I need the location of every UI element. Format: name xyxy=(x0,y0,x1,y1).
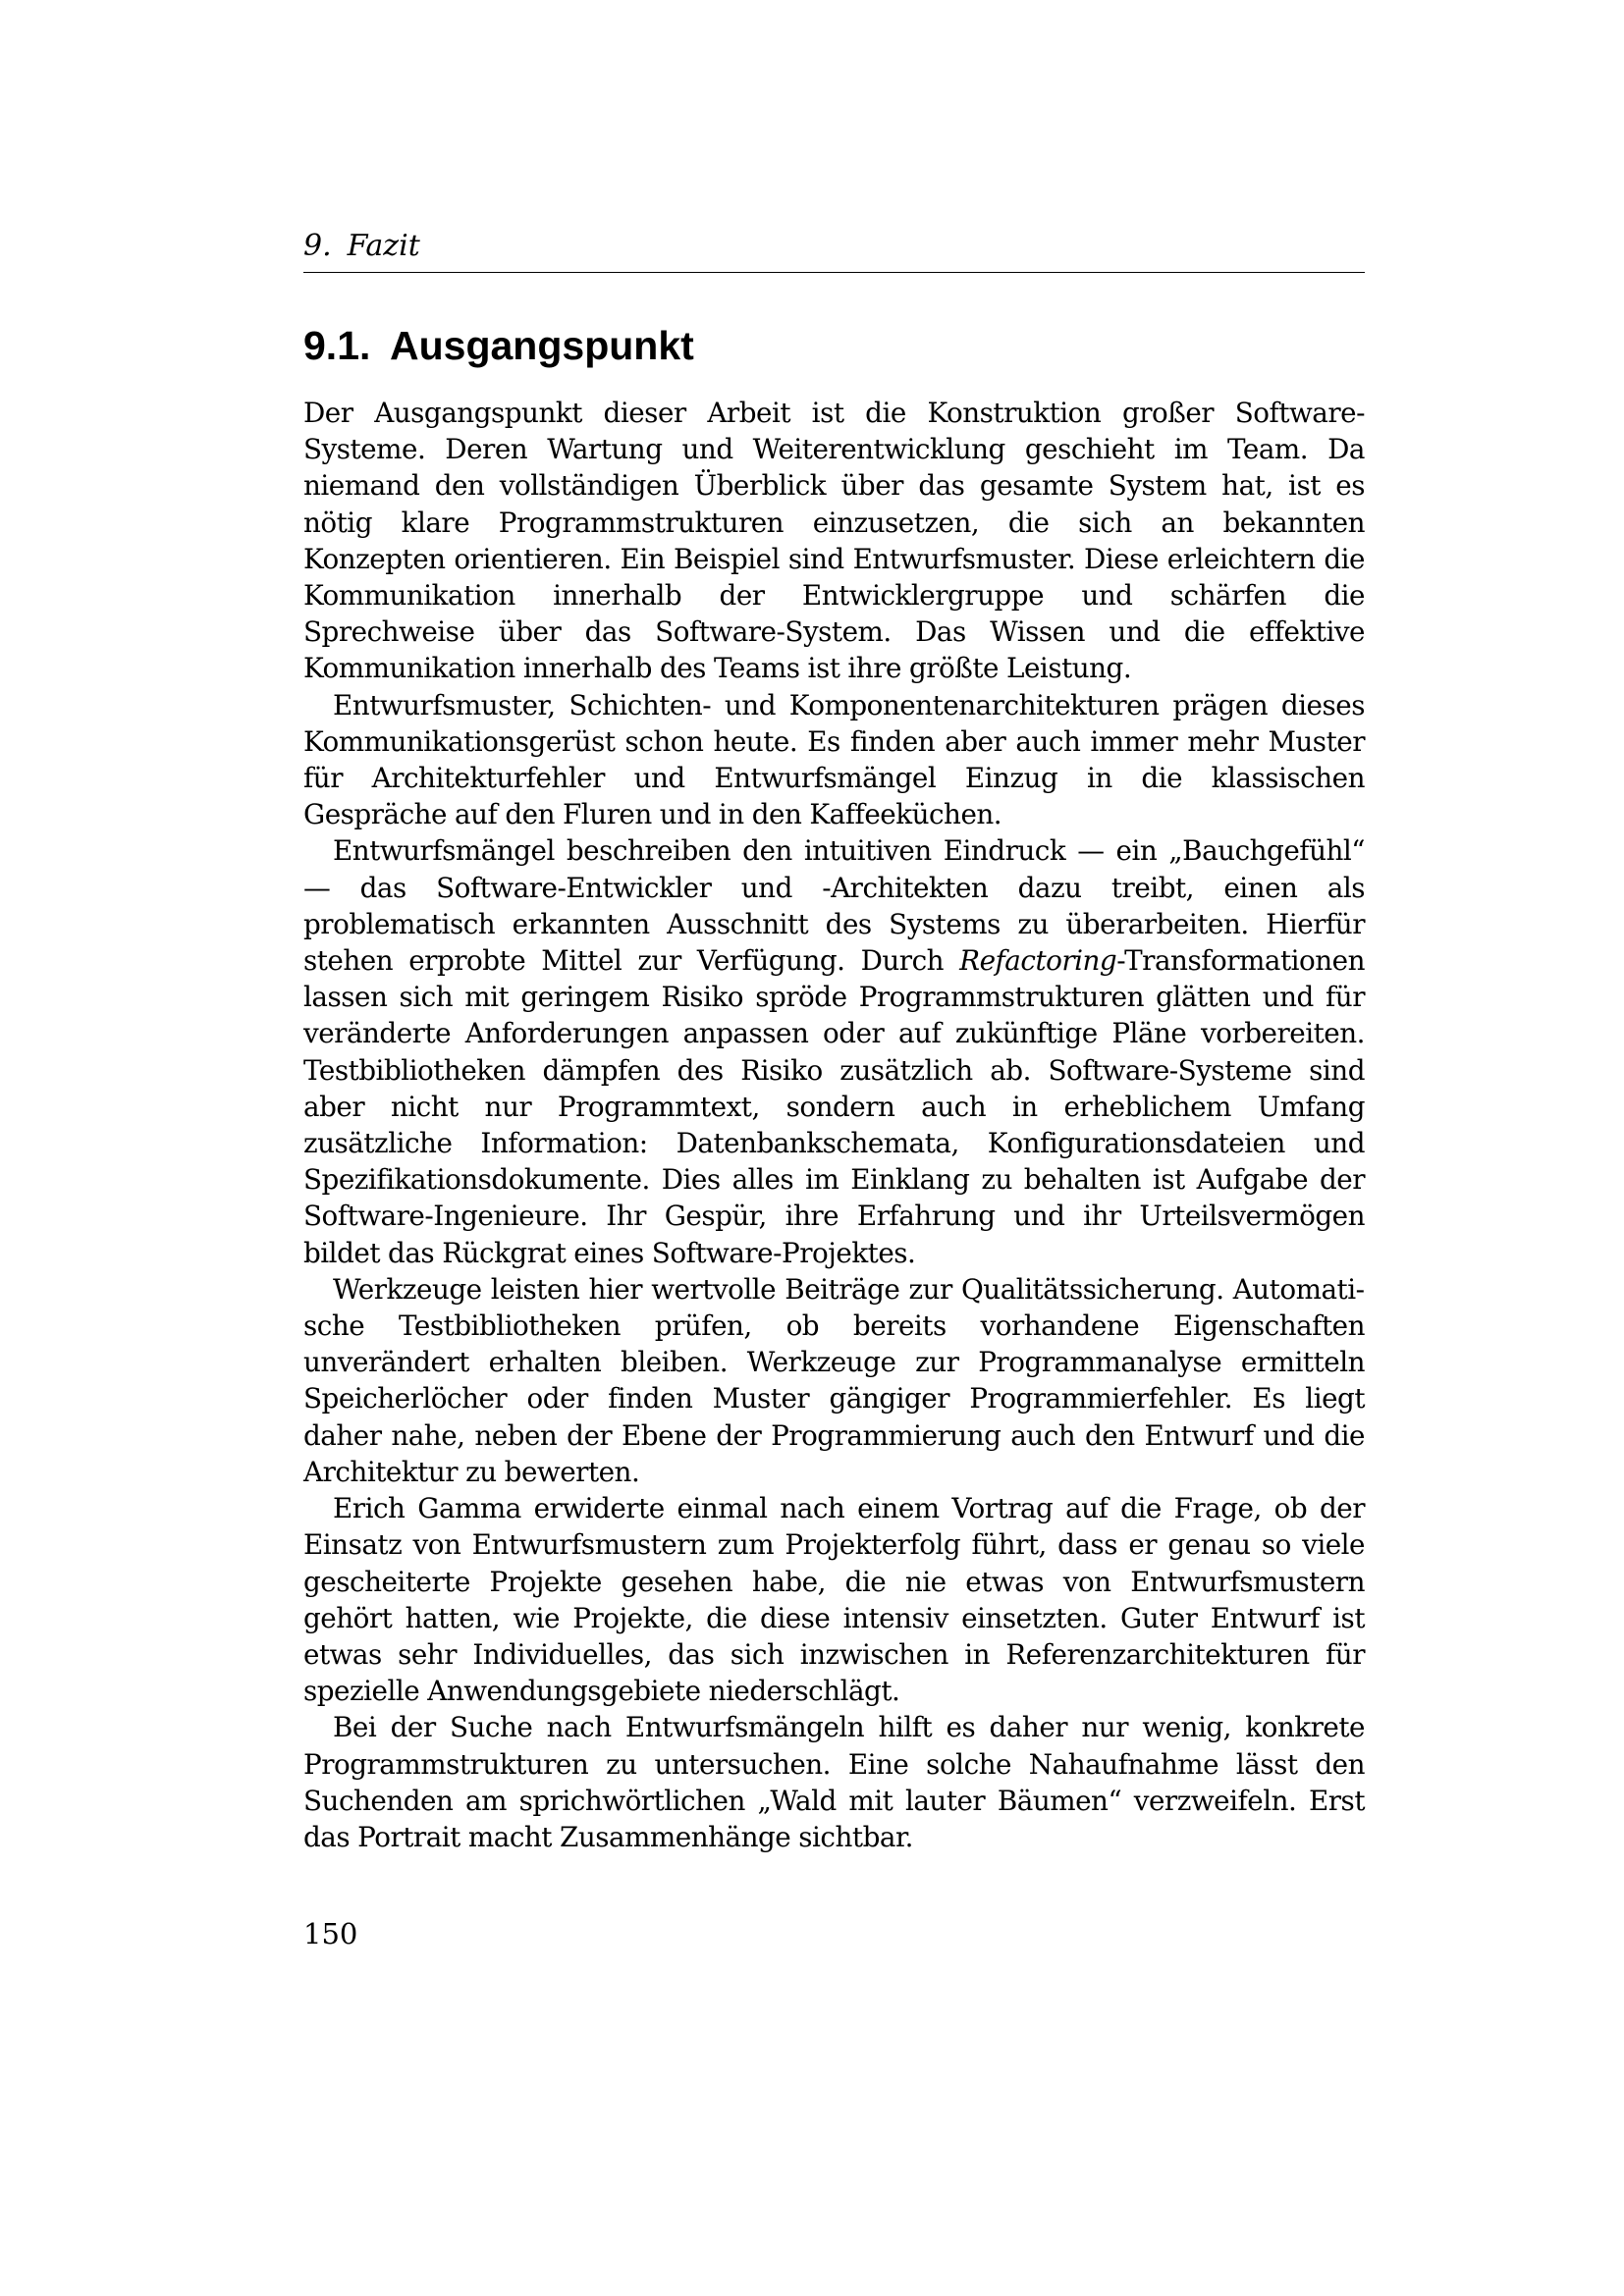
paragraph: Werkzeuge leisten hier wertvolle Beiträge zur Qualitätssicherung. Automatische Testbibliotheken prüfen, ob bereits vorhandene Eigenschaften unverändert erhalten bleiben. Werkzeuge zur Programmanalyse ermitteln Speicherlöcher oder finden Muster gängiger Programmierfehler. Es liegt daher nahe, neben der Ebene der Programmierung auch den Entwurf und die Architektur zu bewerten. xyxy=(303,1272,1365,1488)
section-number: 9.1. xyxy=(303,323,371,368)
section-title: Ausgangspunkt xyxy=(390,323,694,368)
paragraph-text-before: Entwurfsmängel beschreiben den intuitiven Eindruck — ein „Bauchgefühl“ — das Software-Entwickler und -Architekten dazu treibt, einen als problematisch erkannten Ausschnitt des Systems zu überarbeiten. Hierfür stehen erprobte Mittel zur Verfügung. Durch xyxy=(303,834,1365,978)
emphasis-refactoring: Refactoring xyxy=(959,944,1117,978)
paragraph: Erich Gamma erwiderte einmal nach einem Vortrag auf die Frage, ob der Einsatz von Entwurfsmustern zum Projekterfolg führt, dass er genau so viele gescheiterte Projekte gesehen habe, die nie etwas von Entwurfsmustern gehört hatten, wie Projekte, die diese intensiv einsetzten. Guter Entwurf ist etwas sehr Individuelles, das sich inzwischen in Referenzarchitekturen für spezielle Anwendungsgebiete niederschlägt. xyxy=(303,1492,1365,1708)
section-heading xyxy=(303,319,1365,372)
running-header xyxy=(303,228,1365,273)
paragraph: Entwurfsmuster, Schichten- und Komponentenarchitekturen prägen dieses Kommunikationsgerüst schon heute. Es finden aber auch immer mehr Muster für Architekturfehler und Entwurfsmängel Einzug in die klassischen Gespräche auf den Fluren und in den Kaffeeküchen. xyxy=(303,688,1365,831)
body-text xyxy=(303,395,1365,1855)
running-header-chapter-number: 9. xyxy=(303,229,332,263)
paragraph: Der Ausgangspunkt dieser Arbeit ist die Konstruktion großer Software-Systeme. Deren Wartung und Weiterentwicklung geschieht im Team. Da niemand den vollständigen Überblick über das gesamte System hat, ist es nötig klare Programmstrukturen einzusetzen, die sich an bekannten Konzepten orientieren. Ein Beispiel sind Entwurfsmuster. Diese erleichtern die Kommunikation innerhalb der Entwicklergruppe und schärfen die Sprechweise über das Software-System. Das Wissen und die effektive Kommunikation innerhalb des Teams ist ihre größte Leistung. xyxy=(303,397,1365,685)
paragraph xyxy=(303,832,1365,1270)
paragraph: Bei der Suche nach Entwurfsmängeln hilft es daher nur wenig, konkrete Programmstrukturen zu untersuchen. Eine solche Nahaufnahme lässt den Suchenden am sprichwörtlichen „Wald mit lauter Bäumen“ verzweifeln. Erst das Portrait macht Zusammenhänge sichtbar. xyxy=(303,1711,1365,1853)
page-number: 150 xyxy=(303,1917,358,1950)
running-header-chapter-title: Fazit xyxy=(347,229,420,263)
paragraph-text-after: -Transformationen lassen sich mit geringem Risiko spröde Programmstrukturen glätten und für veränderte Anforderungen anpassen oder auf zukünftige Pläne vorbereiten. Testbibliotheken dämpfen des Risiko zusätzlich ab. Software-Systeme sind aber nicht nur Programmtext, sondern auch in erheblichem Umfang zusätzliche Information: Datenbankschemata, Konfigurationsdateien und Spezifikationsdokumente. Dies alles im Einklang zu behalten ist Aufgabe der Software-Ingenieure. Ihr Gespür, ihre Erfahrung und ihr Urteilsvermögen bildet das Rückgrat eines Software-Projektes. xyxy=(303,944,1365,1269)
